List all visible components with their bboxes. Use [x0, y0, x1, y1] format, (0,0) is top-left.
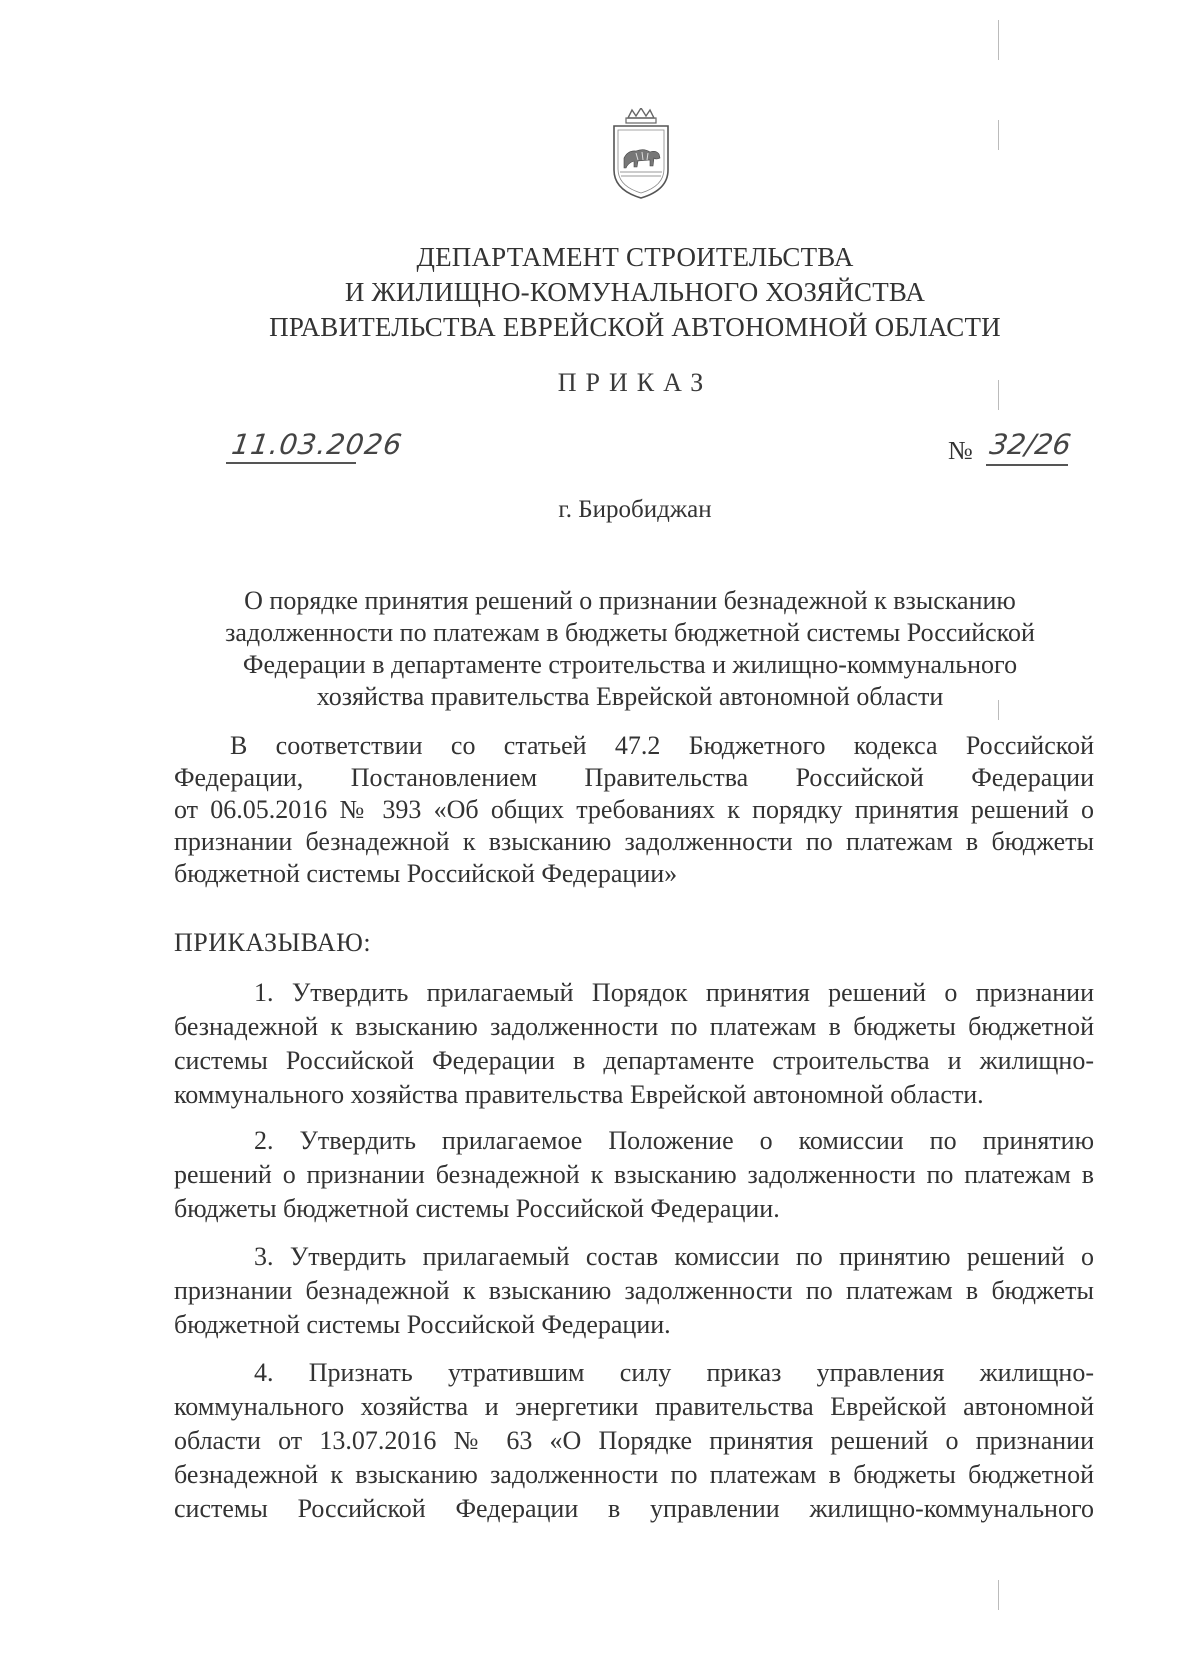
item-2-line-2: решений о признании безнадежной к взысканию задолженности по платежам в: [174, 1160, 1094, 1189]
header-line-3: ПРАВИТЕЛЬСТВА ЕВРЕЙСКОЙ АВТОНОМНОЙ ОБЛАСТИ: [269, 312, 1001, 342]
scan-margin-mark: [998, 120, 999, 150]
preamble-line-2: Федерации, Постановлением Правительства Российской Федерации: [174, 763, 1094, 792]
scan-margin-mark: [998, 700, 999, 720]
item-3-line-2: признании безнадежной к взысканию задолженности по платежам в бюджеты: [174, 1276, 1094, 1305]
item-3-line-1: 3. Утвердить прилагаемый состав комиссии по принятию решений о: [254, 1242, 1094, 1271]
item-1-line-1: 1. Утвердить прилагаемый Порядок принятия решений о признании: [254, 978, 1094, 1007]
preamble-line-5: бюджетной системы Российской Федерации»: [174, 859, 678, 888]
city-name: г. Биробиджан: [558, 496, 712, 523]
item-4-line-3: области от 13.07.2016 № 63 «О Порядке принятия решений о признании: [174, 1426, 1094, 1455]
department-header: [170, 240, 1100, 345]
order-date: 11.03.2026: [229, 428, 405, 461]
item-1-line-4: коммунального хозяйства правительства Еврейской автономной области.: [174, 1080, 984, 1109]
subject-line-3: Федерации в департаменте строительства и жилищно-коммунального: [242, 650, 1018, 679]
scan-margin-mark: [998, 20, 999, 60]
item-2-line-3: бюджеты бюджетной системы Российской Федерации.: [174, 1194, 780, 1223]
preamble-line-3: от 06.05.2016 № 393 «Об общих требованиях к порядку принятия решений о: [174, 795, 1094, 824]
preamble-line-1: В соответствии со статьей 47.2 Бюджетного кодекса Российской: [230, 731, 1094, 760]
order-subject: [200, 585, 1060, 713]
item-4-line-1: 4. Признать утратившим силу приказ управления жилищно-: [254, 1358, 1094, 1387]
item-1-line-2: безнадежной к взысканию задолженности по платежам в бюджеты бюджетной: [174, 1012, 1094, 1041]
preamble-line-4: признании безнадежной к взысканию задолженности по платежам в бюджеты: [174, 827, 1094, 856]
preamble-paragraph: [174, 730, 1094, 890]
order-number: 32/26: [987, 428, 1074, 461]
order-directive-word: ПРИКАЗЫВАЮ:: [174, 928, 372, 957]
order-item-2: [174, 1124, 1094, 1226]
subject-line-1: О порядке принятия решений о признании безнадежной к взысканию: [244, 586, 1016, 615]
number-sign: №: [948, 436, 973, 465]
subject-line-2: задолженности по платежам в бюджеты бюджетной системы Российской: [225, 618, 1035, 647]
number-underline: [986, 464, 1068, 466]
item-4-line-4: безнадежной к взысканию задолженности по платежам в бюджеты бюджетной: [174, 1460, 1094, 1489]
order-item-3: [174, 1240, 1094, 1342]
item-2-line-1: 2. Утвердить прилагаемое Положение о комиссии по принятию: [254, 1126, 1094, 1155]
coat-of-arms-emblem-icon: [606, 108, 676, 200]
order-item-1: [174, 976, 1094, 1112]
item-1-line-3: системы Российской Федерации в департаменте строительства и жилищно-: [174, 1046, 1094, 1075]
order-item-4: [174, 1356, 1094, 1526]
item-4-line-2: коммунального хозяйства и энергетики правительства Еврейской автономной: [174, 1392, 1094, 1421]
header-line-2: И ЖИЛИЩНО-КОМУНАЛЬНОГО ХОЗЯЙСТВА: [344, 277, 926, 307]
subject-line-4: хозяйства правительства Еврейской автономной области: [316, 682, 944, 711]
date-underline: [226, 462, 356, 464]
item-4-line-5: системы Российской Федерации в управлении жилищно-коммунального: [174, 1494, 1094, 1523]
scan-margin-mark: [998, 380, 999, 410]
scan-margin-mark: [998, 1580, 999, 1610]
order-title: ПРИКАЗ: [557, 368, 713, 397]
header-line-1: ДЕПАРТАМЕНТ СТРОИТЕЛЬСТВА: [416, 242, 854, 272]
item-3-line-3: бюджетной системы Российской Федерации.: [174, 1310, 671, 1339]
